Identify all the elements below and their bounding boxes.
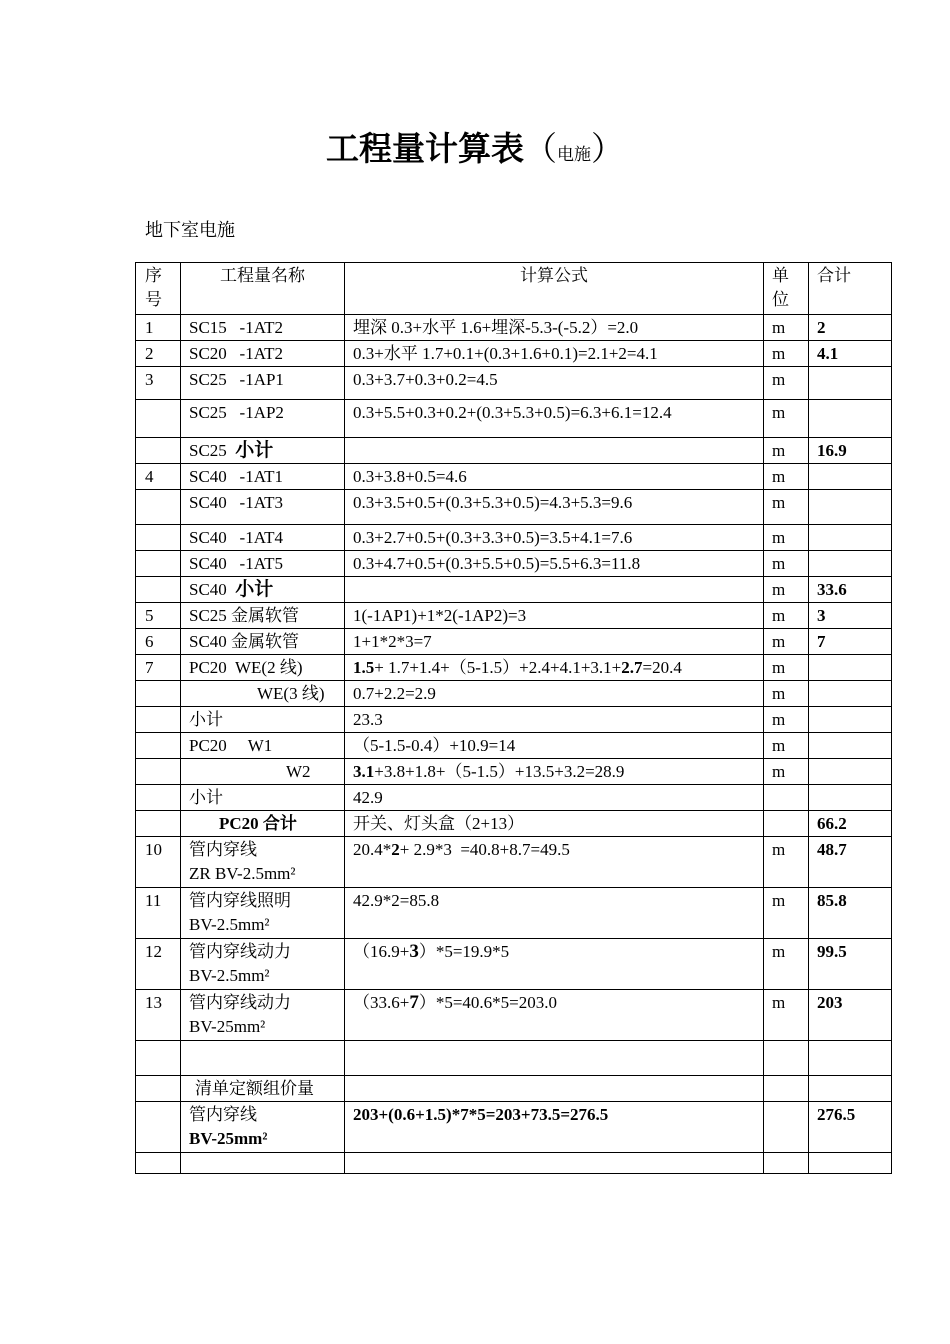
- cell-no: [136, 400, 181, 438]
- cell-total: 85.8: [809, 888, 892, 939]
- cell-name: WE(3 线): [181, 681, 345, 707]
- cell-total: 33.6: [809, 577, 892, 603]
- cell-no: 10: [136, 837, 181, 888]
- cell-formula: 42.9: [345, 785, 764, 811]
- table-row: [136, 759, 892, 785]
- cell-name: SC40 金属软管: [181, 629, 345, 655]
- table-row: [136, 400, 892, 438]
- table-row: [136, 707, 892, 733]
- cell-unit: m: [764, 438, 809, 464]
- cell-total: [809, 759, 892, 785]
- cell-no: [136, 707, 181, 733]
- cell-formula: [345, 438, 764, 464]
- cell-formula: 0.7+2.2=2.9: [345, 681, 764, 707]
- header-formula: 计算公式: [345, 263, 764, 315]
- cell-unit: [764, 1153, 809, 1174]
- table-row: [136, 1041, 892, 1076]
- cell-unit: m: [764, 939, 809, 990]
- cell-total: [809, 733, 892, 759]
- cell-no: [136, 1153, 181, 1174]
- header-unit: 单 位: [764, 263, 809, 315]
- cell-unit: [764, 811, 809, 837]
- table-row: [136, 1102, 892, 1153]
- table-row: [136, 438, 892, 464]
- cell-no: 3: [136, 367, 181, 400]
- cell-name: 小计: [181, 785, 345, 811]
- cell-no: [136, 681, 181, 707]
- cell-name: [181, 1041, 345, 1076]
- cell-total: 276.5: [809, 1102, 892, 1153]
- cell-total: [809, 1153, 892, 1174]
- cell-name: 管内穿线照明 BV-2.5mm²: [181, 888, 345, 939]
- cell-formula: 0.3+3.8+0.5=4.6: [345, 464, 764, 490]
- cell-total: 7: [809, 629, 892, 655]
- cell-total: [809, 1076, 892, 1102]
- cell-name: PC20 合计: [181, 811, 345, 837]
- header-row: [136, 263, 892, 315]
- cell-no: [136, 785, 181, 811]
- cell-no: 5: [136, 603, 181, 629]
- cell-unit: m: [764, 888, 809, 939]
- cell-unit: m: [764, 525, 809, 551]
- cell-no: 4: [136, 464, 181, 490]
- cell-no: 11: [136, 888, 181, 939]
- cell-total: 2: [809, 315, 892, 341]
- table-row: [136, 577, 892, 603]
- table-row: [136, 367, 892, 400]
- cell-unit: m: [764, 490, 809, 525]
- cell-no: [136, 1076, 181, 1102]
- cell-name: 管内穿线动力 BV-25mm²: [181, 990, 345, 1041]
- cell-total: [809, 367, 892, 400]
- cell-name: SC25 金属软管: [181, 603, 345, 629]
- cell-unit: [764, 1102, 809, 1153]
- cell-name: SC40 -1AT1: [181, 464, 345, 490]
- cell-unit: m: [764, 341, 809, 367]
- cell-no: [136, 811, 181, 837]
- cell-unit: m: [764, 367, 809, 400]
- title-open-paren: （: [524, 132, 557, 168]
- cell-unit: m: [764, 655, 809, 681]
- cell-name: 管内穿线 ZR BV-2.5mm²: [181, 837, 345, 888]
- table-row: [136, 551, 892, 577]
- cell-formula: （33.6+7）*5=40.6*5=203.0: [345, 990, 764, 1041]
- cell-formula: 0.3+3.7+0.3+0.2=4.5: [345, 367, 764, 400]
- cell-unit: m: [764, 315, 809, 341]
- cell-total: 16.9: [809, 438, 892, 464]
- cell-no: [136, 577, 181, 603]
- cell-name: [181, 1153, 345, 1174]
- cell-no: 7: [136, 655, 181, 681]
- cell-formula: 3.1+3.8+1.8+（5-1.5）+13.5+3.2=28.9: [345, 759, 764, 785]
- table-row: [136, 1153, 892, 1174]
- cell-total: [809, 1041, 892, 1076]
- table-row: [136, 837, 892, 888]
- cell-no: 6: [136, 629, 181, 655]
- cell-no: [136, 1102, 181, 1153]
- cell-unit: m: [764, 551, 809, 577]
- cell-unit: m: [764, 603, 809, 629]
- header-name: 工程量名称: [181, 263, 345, 315]
- cell-total: 3: [809, 603, 892, 629]
- cell-formula: [345, 577, 764, 603]
- table-row: [136, 629, 892, 655]
- cell-formula: [345, 1153, 764, 1174]
- cell-total: 4.1: [809, 341, 892, 367]
- cell-total: [809, 655, 892, 681]
- table-row: [136, 1076, 892, 1102]
- cell-no: [136, 733, 181, 759]
- cell-unit: m: [764, 577, 809, 603]
- cell-unit: m: [764, 464, 809, 490]
- cell-name: SC40 -1AT4: [181, 525, 345, 551]
- cell-name: 小计: [181, 707, 345, 733]
- cell-formula: 20.4*2+ 2.9*3 =40.8+8.7=49.5: [345, 837, 764, 888]
- table-row: [136, 888, 892, 939]
- cell-total: [809, 681, 892, 707]
- cell-formula: 1.5+ 1.7+1.4+（5-1.5）+2.4+4.1+3.1+2.7=20.4: [345, 655, 764, 681]
- title-close-paren: ）: [591, 132, 624, 168]
- cell-unit: m: [764, 837, 809, 888]
- cell-formula: （5-1.5-0.4）+10.9=14: [345, 733, 764, 759]
- cell-name: PC20 W1: [181, 733, 345, 759]
- section-heading: 地下室电施: [145, 220, 235, 240]
- cell-no: 2: [136, 341, 181, 367]
- cell-total: [809, 785, 892, 811]
- cell-name: 管内穿线动力 BV-2.5mm²: [181, 939, 345, 990]
- cell-no: [136, 551, 181, 577]
- table-row: [136, 341, 892, 367]
- cell-total: [809, 707, 892, 733]
- cell-no: 1: [136, 315, 181, 341]
- cell-name: SC25 小计: [181, 438, 345, 464]
- cell-total: [809, 525, 892, 551]
- cell-formula: 0.3+2.7+0.5+(0.3+3.3+0.5)=3.5+4.1=7.6: [345, 525, 764, 551]
- cell-total: 203: [809, 990, 892, 1041]
- title-main: 工程量计算表: [326, 132, 524, 168]
- header-total: 合计: [809, 263, 892, 315]
- cell-no: [136, 438, 181, 464]
- cell-formula: 0.3+水平 1.7+0.1+(0.3+1.6+0.1)=2.1+2=4.1: [345, 341, 764, 367]
- cell-no: [136, 490, 181, 525]
- page-title: [0, 128, 950, 177]
- cell-name: 管内穿线 BV-25mm²: [181, 1102, 345, 1153]
- table-row: [136, 464, 892, 490]
- cell-formula: 开关、灯头盒（2+13）: [345, 811, 764, 837]
- cell-no: 13: [136, 990, 181, 1041]
- cell-unit: m: [764, 707, 809, 733]
- cell-total: [809, 400, 892, 438]
- cell-unit: m: [764, 759, 809, 785]
- quantity-table: [135, 262, 892, 1174]
- table-row: [136, 681, 892, 707]
- cell-formula: 0.3+5.5+0.3+0.2+(0.3+5.3+0.5)=6.3+6.1=12.4: [345, 400, 764, 438]
- cell-no: 12: [136, 939, 181, 990]
- cell-unit: [764, 1041, 809, 1076]
- cell-name: SC25 -1AP2: [181, 400, 345, 438]
- cell-name: PC20 WE(2 线): [181, 655, 345, 681]
- cell-formula: 埋深 0.3+水平 1.6+埋深-5.3-(-5.2）=2.0: [345, 315, 764, 341]
- table-row: [136, 603, 892, 629]
- cell-formula: 1+1*2*3=7: [345, 629, 764, 655]
- table-row: [136, 733, 892, 759]
- table-row: [136, 490, 892, 525]
- cell-name: 清单定额组价量: [181, 1076, 345, 1102]
- cell-formula: 23.3: [345, 707, 764, 733]
- cell-total: [809, 490, 892, 525]
- cell-formula: 203+(0.6+1.5)*7*5=203+73.5=276.5: [345, 1102, 764, 1153]
- cell-name: SC20 -1AT2: [181, 341, 345, 367]
- cell-total: 48.7: [809, 837, 892, 888]
- cell-name: SC25 -1AP1: [181, 367, 345, 400]
- table-row: [136, 655, 892, 681]
- cell-formula: （16.9+3）*5=19.9*5: [345, 939, 764, 990]
- table-row: [136, 315, 892, 341]
- table-row: [136, 939, 892, 990]
- cell-unit: [764, 1076, 809, 1102]
- cell-unit: m: [764, 400, 809, 438]
- cell-unit: m: [764, 629, 809, 655]
- cell-formula: [345, 1041, 764, 1076]
- title-sub: 电施: [557, 145, 591, 164]
- cell-total: [809, 464, 892, 490]
- cell-formula: 0.3+3.5+0.5+(0.3+5.3+0.5)=4.3+5.3=9.6: [345, 490, 764, 525]
- cell-total: 66.2: [809, 811, 892, 837]
- cell-formula: [345, 1076, 764, 1102]
- cell-name: SC15 -1AT2: [181, 315, 345, 341]
- cell-no: [136, 525, 181, 551]
- cell-unit: m: [764, 681, 809, 707]
- cell-name: SC40 -1AT3: [181, 490, 345, 525]
- header-no: 序 号: [136, 263, 181, 315]
- table-row: [136, 525, 892, 551]
- cell-unit: m: [764, 990, 809, 1041]
- cell-formula: 0.3+4.7+0.5+(0.3+5.5+0.5)=5.5+6.3=11.8: [345, 551, 764, 577]
- cell-no: [136, 1041, 181, 1076]
- table-row: [136, 990, 892, 1041]
- cell-formula: 42.9*2=85.8: [345, 888, 764, 939]
- cell-no: [136, 759, 181, 785]
- cell-unit: m: [764, 733, 809, 759]
- cell-formula: 1(-1AP1)+1*2(-1AP2)=3: [345, 603, 764, 629]
- table-row: [136, 785, 892, 811]
- table-row: [136, 811, 892, 837]
- cell-total: [809, 551, 892, 577]
- cell-name: SC40 -1AT5: [181, 551, 345, 577]
- cell-total: 99.5: [809, 939, 892, 990]
- cell-name: W2: [181, 759, 345, 785]
- cell-name: SC40 小计: [181, 577, 345, 603]
- cell-unit: [764, 785, 809, 811]
